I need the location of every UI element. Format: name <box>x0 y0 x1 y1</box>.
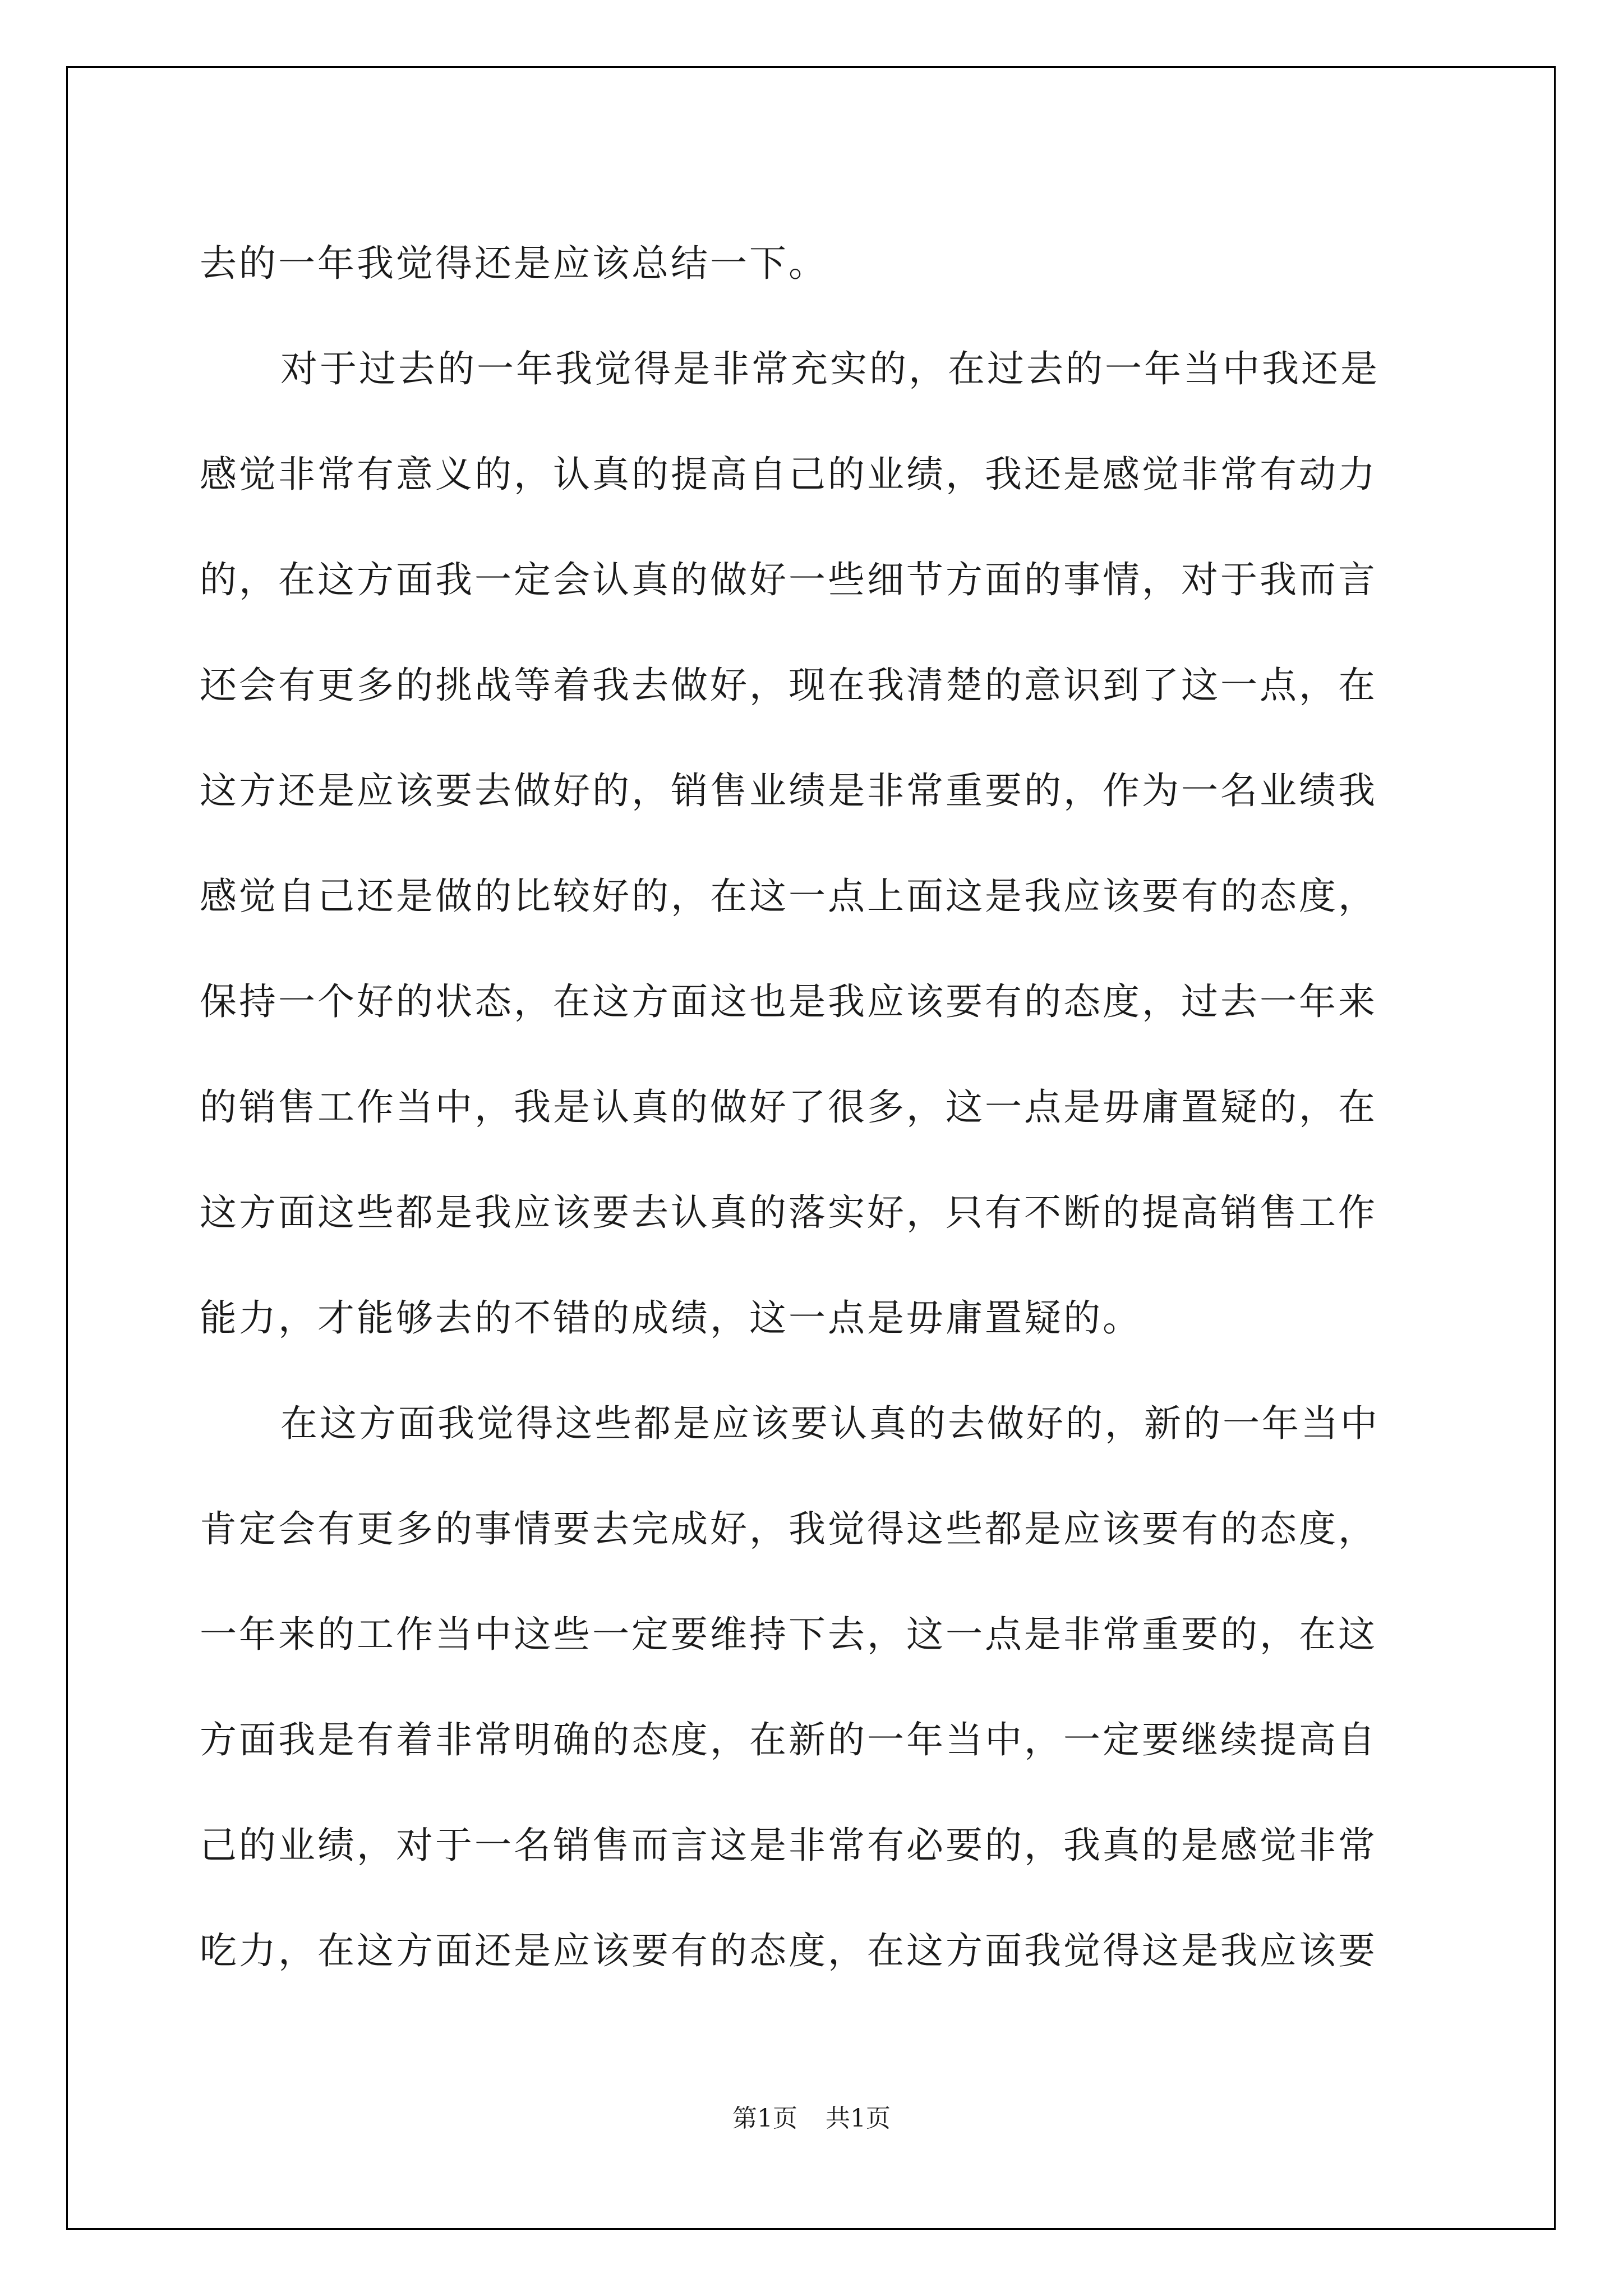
text-line: 这方还是应该要去做好的，销售业绩是非常重要的，作为一名业绩我 <box>200 769 1377 812</box>
page-number-total: 共1页 <box>826 2104 891 2133</box>
text-line: 感觉非常有意义的，认真的提高自己的业绩，我还是感觉非常有动力 <box>200 453 1377 496</box>
text-line: 的销售工作当中，我是认真的做好了很多，这一点是毋庸置疑的，在 <box>200 1085 1377 1129</box>
text-line: 在这方面我觉得这些都是应该要认真的去做好的，新的一年当中 <box>280 1402 1380 1445</box>
page-number-current: 第1页 <box>732 2104 797 2133</box>
text-line: 感觉自己还是做的比较好的，在这一点上面这是我应该要有的态度， <box>200 875 1377 918</box>
document-body <box>200 211 1428 2004</box>
text-line: 去的一年我觉得还是应该总结一下。 <box>200 242 828 285</box>
page-footer <box>0 2098 1623 2134</box>
text-line: 能力，才能够去的不错的成绩，这一点是毋庸置疑的。 <box>200 1296 1142 1340</box>
text-line: 吃力，在这方面还是应该要有的态度，在这方面我觉得这是我应该要 <box>200 1929 1377 1972</box>
text-line: 一年来的工作当中这些一定要维持下去，这一点是非常重要的，在这 <box>200 1613 1377 1656</box>
text-line: 还会有更多的挑战等着我去做好，现在我清楚的意识到了这一点，在 <box>200 664 1377 707</box>
text-line: 肯定会有更多的事情要去完成好，我觉得这些都是应该要有的态度， <box>200 1507 1377 1550</box>
text-line: 对于过去的一年我觉得是非常充实的，在过去的一年当中我还是 <box>280 347 1380 390</box>
text-line: 这方面这些都是我应该要去认真的落实好，只有不断的提高销售工作 <box>200 1191 1377 1234</box>
text-line: 的，在这方面我一定会认真的做好一些细节方面的事情，对于我而言 <box>200 558 1377 601</box>
text-line: 己的业绩，对于一名销售而言这是非常有必要的，我真的是感觉非常 <box>200 1824 1377 1867</box>
text-line: 保持一个好的状态，在这方面这也是我应该要有的态度，过去一年来 <box>200 980 1377 1023</box>
text-line: 方面我是有着非常明确的态度，在新的一年当中，一定要继续提高自 <box>200 1718 1377 1761</box>
